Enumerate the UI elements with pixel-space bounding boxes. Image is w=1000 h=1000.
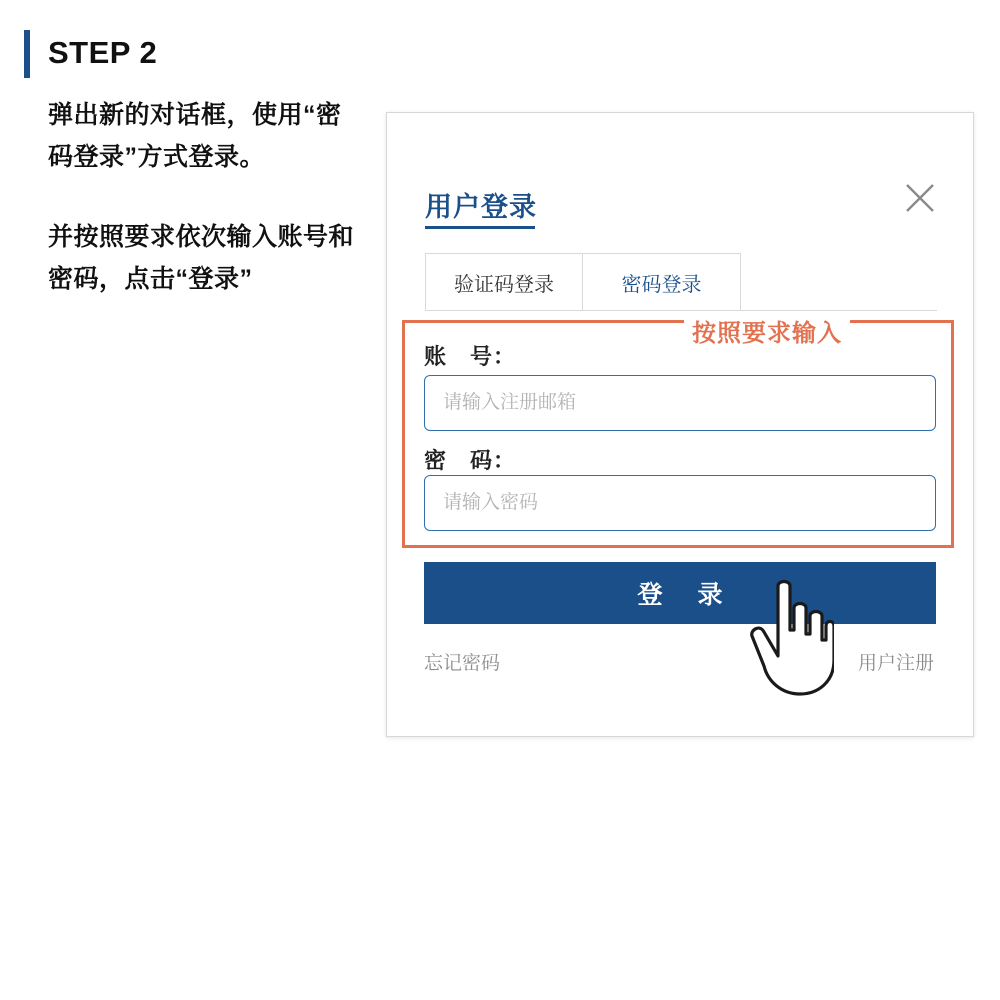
tabs-divider [425,310,937,311]
step-accent-bar [24,30,30,78]
highlight-label: 按照要求输入 [684,313,850,348]
account-input[interactable] [424,375,936,431]
login-submit-button[interactable]: 登 录 [424,562,936,624]
dialog-title: 用户登录 [425,192,537,222]
user-register-link[interactable]: 用户注册 [858,653,935,674]
login-method-tabs [425,253,937,311]
instruction-panel [24,30,354,300]
forgot-password-link[interactable]: 忘记密码 [424,653,501,674]
instruction-paragraph-1: 弹出新的对话框，使用“密码登录”方式登录。 [48,101,342,171]
password-label: 密 码： [424,448,517,473]
password-input[interactable] [424,475,936,531]
step-title: STEP 2 [48,35,158,70]
instruction-paragraph-2: 并按照要求依次输入账号和密码，点击“登录” [48,223,355,293]
close-icon[interactable] [903,181,937,215]
tab-password-login[interactable]: 密码登录 [583,253,741,311]
account-label: 账 号： [424,344,517,369]
dialog-title-underline [425,226,535,229]
tab-sms-login[interactable]: 验证码登录 [425,253,583,311]
step-heading [24,30,354,78]
